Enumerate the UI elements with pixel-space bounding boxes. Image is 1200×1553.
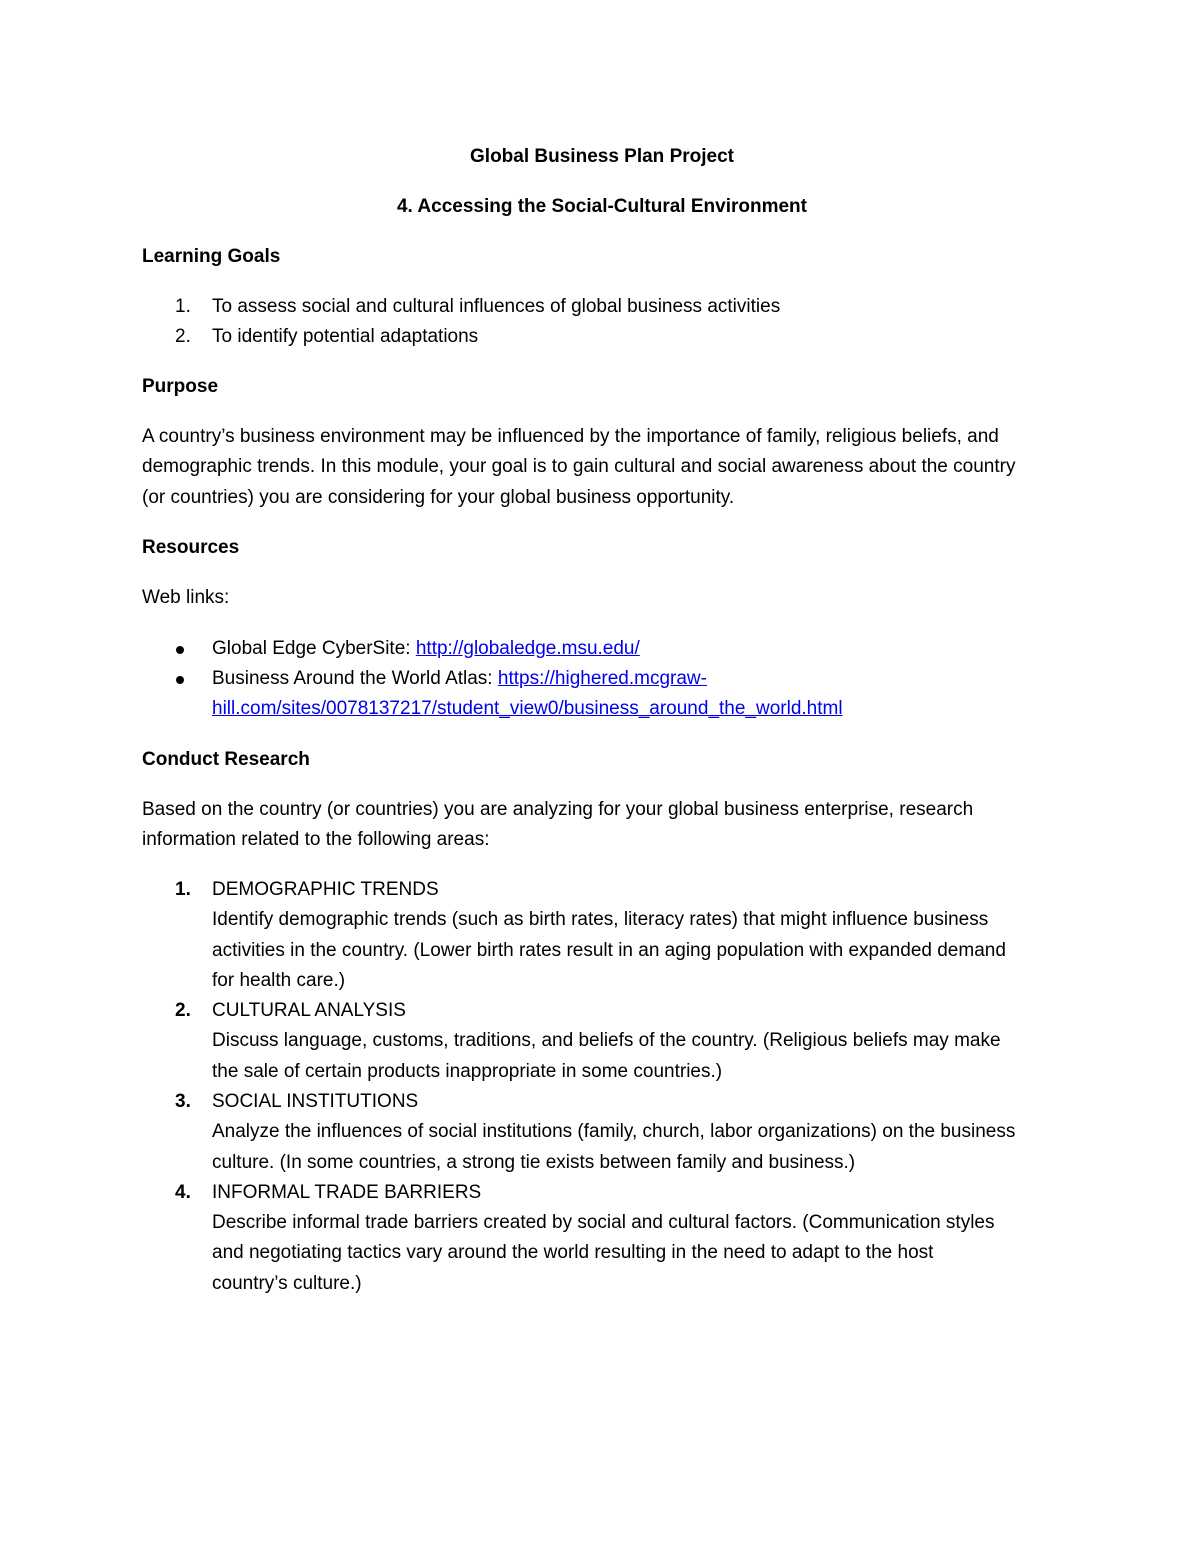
research-item-title: DEMOGRAPHIC TRENDS: [212, 879, 439, 900]
purpose-paragraph-line: A country’s business environment may be influenced by the importance of family, religious beliefs, and: [142, 426, 999, 447]
globaledge-link[interactable]: http://globaledge.msu.edu/: [415, 638, 640, 659]
research-item-line: and negotiating tactics vary around the world resulting in the need to adapt to the host: [212, 1242, 934, 1263]
research-item-number: 3.: [175, 1091, 191, 1112]
research-item-line: Discuss language, customs, traditions, and beliefs of the country. (Religious beliefs may make: [212, 1030, 1001, 1051]
research-item-line: country’s culture.): [212, 1273, 362, 1294]
research-item-title: SOCIAL INSTITUTIONS: [212, 1091, 419, 1112]
business-atlas-link-continued[interactable]: hill.com/sites/0078137217/student_view0/business_around_the_world.html: [212, 698, 843, 719]
research-item-line: culture. (In some countries, a strong tie exists between family and business.): [212, 1152, 856, 1173]
research-item-line: for health care.): [212, 970, 346, 991]
resources-heading: Resources: [142, 537, 240, 558]
resource-link-row: [212, 666, 707, 692]
research-item-title: CULTURAL ANALYSIS: [212, 1000, 406, 1021]
learning-goal-number: 2.: [175, 326, 191, 347]
bullet-icon: [176, 646, 184, 654]
research-item-title: INFORMAL TRADE BARRIERS: [212, 1182, 482, 1203]
research-item-number: 1.: [175, 879, 191, 900]
research-item-line: activities in the country. (Lower birth rates result in an aging population with expanded demand: [212, 940, 1006, 961]
resource-link-row: [212, 636, 640, 662]
resource-link-label: Business Around the World Atlas:: [212, 668, 498, 689]
research-item-line: Identify demographic trends (such as birth rates, literacy rates) that might influence business: [212, 909, 989, 930]
learning-goal-text: To identify potential adaptations: [212, 326, 479, 347]
research-intro-line: Based on the country (or countries) you are analyzing for your global business enterprise, research: [142, 799, 974, 820]
research-item-line: Analyze the influences of social institutions (family, church, labor organizations) on the business: [212, 1121, 1016, 1142]
bullet-icon: [176, 676, 184, 684]
learning-goal-text: To assess social and cultural influences of global business activities: [212, 296, 781, 317]
document-subtitle: 4. Accessing the Social-Cultural Environment: [396, 196, 807, 217]
research-item-line: the sale of certain products inappropriate in some countries.): [212, 1061, 723, 1082]
purpose-paragraph-line: (or countries) you are considering for your global business opportunity.: [142, 487, 735, 508]
conduct-research-heading: Conduct Research: [142, 749, 310, 770]
learning-goals-heading: Learning Goals: [142, 246, 281, 267]
purpose-paragraph-line: demographic trends. In this module, your goal is to gain cultural and social awareness about the country: [142, 456, 1016, 477]
document-title: Global Business Plan Project: [470, 146, 734, 167]
resource-link-label: Global Edge CyberSite:: [212, 638, 416, 659]
research-item-number: 4.: [175, 1182, 191, 1203]
resources-intro: Web links:: [142, 587, 230, 608]
research-item-line: Describe informal trade barriers created by social and cultural factors. (Communication styles: [212, 1212, 995, 1233]
learning-goal-number: 1.: [175, 296, 191, 317]
purpose-heading: Purpose: [142, 376, 219, 397]
business-atlas-link[interactable]: https://highered.mcgraw-: [497, 668, 707, 689]
research-intro-line: information related to the following areas:: [142, 829, 490, 850]
resource-link-continuation: [212, 696, 843, 722]
research-item-number: 2.: [175, 1000, 191, 1021]
